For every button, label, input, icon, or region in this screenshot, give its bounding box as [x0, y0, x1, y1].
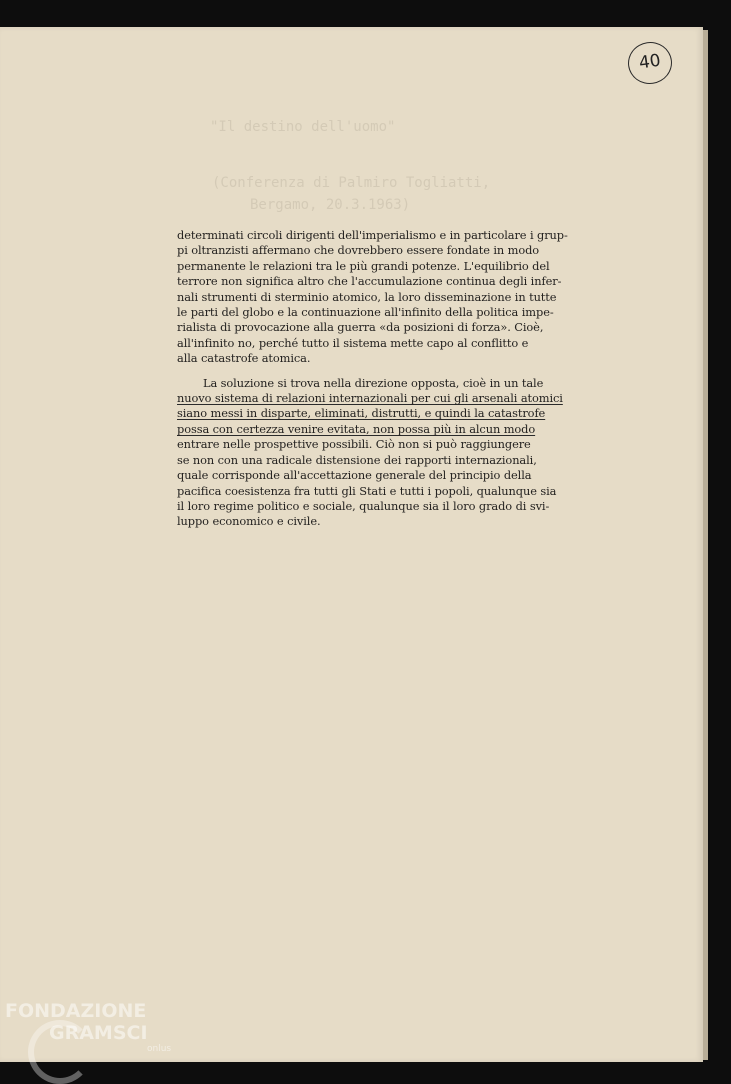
text-line: se non con una radicale distensione dei rapporti internazionali,: [177, 452, 537, 467]
text-line: luppo economico e civile.: [177, 514, 321, 529]
bleed-through-subtitle: (Conferenza di Palmiro Togliatti,: [212, 175, 491, 191]
paragraph-2: [177, 375, 563, 530]
text-line: La soluzione si trova nella direzione opposta, cioè in un tale: [203, 375, 544, 390]
underlined-text-line: possa con certezza venire evitata, non possa più in alcun modo: [177, 421, 536, 436]
underlined-text-line: siano messi in disparte, eliminati, distrutti, e quindi la catastrofe: [177, 406, 546, 421]
watermark-line-1: FONDAZIONE: [5, 1000, 147, 1022]
text-line: nali strumenti di sterminio atomico, la loro disseminazione in tutte: [177, 289, 557, 304]
text-line: permanente le relazioni tra le più grandi potenze. L'equilibrio del: [177, 258, 550, 273]
text-line: alla catastrofe atomica.: [177, 351, 311, 366]
text-line: pi oltranzisti affermano che dovrebbero essere fondate in modo: [177, 243, 540, 258]
bleed-through-title: "Il destino dell'uomo": [210, 119, 396, 135]
body-text: [177, 228, 568, 530]
text-line: determinati circoli dirigenti dell'imperialismo e in particolare i grup-: [177, 228, 568, 242]
watermark-line-3: onlus: [147, 1044, 172, 1054]
watermark-line-2: GRAMSCI: [49, 1022, 148, 1044]
underlined-text-line: nuovo sistema di relazioni internazionali per cui gli arsenali atomici: [177, 391, 563, 406]
handwritten-page-number: 40: [625, 39, 674, 87]
bleed-through-subtitle-2: Bergamo, 20.3.1963): [250, 197, 411, 213]
text-line: le parti del globo e la continuazione all'infinito della politica impe-: [177, 305, 554, 320]
text-line: il loro regime politico e sociale, qualunque sia il loro grado di svi-: [177, 498, 550, 513]
text-line: entrare nelle prospettive possibili. Ciò non si può raggiungere: [177, 437, 531, 452]
paragraph-1: [177, 228, 568, 367]
text-line: all'infinito no, perché tutto il sistema mette capo al conflitto e: [177, 335, 529, 350]
text-line: rialista di provocazione alla guerra «da posizioni di forza». Cioè,: [177, 320, 544, 335]
text-line: quale corrisponde all'accettazione generale del principio della: [177, 468, 532, 483]
watermark: [5, 1000, 171, 1054]
page-edge: [703, 30, 708, 1060]
text-line: pacifica coesistenza fra tutti gli Stati e tutti i popoli, qualunque sia: [177, 483, 557, 498]
text-line: terrore non significa altro che l'accumulazione continua degli infer-: [177, 274, 562, 289]
